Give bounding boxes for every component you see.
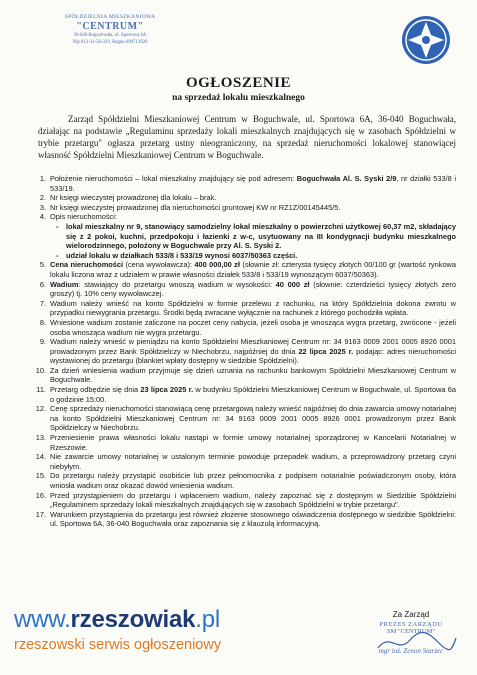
signature-stamp-org: SM "CENTRUM" (386, 628, 436, 635)
list-item: 17. Warunkiem przystąpienia do przetargu jest również złożenie stosownego oświadczenia dostępnego w siedzibie Spółdzielni: ul. Sportowa 6A, 36-040 Boguchwała oraz zapoznania się z klauzulą informacyjną. (35, 509, 456, 529)
list-item: 6. Wadium: stawiający do przetargu wnoszą wadium w wysokości: 40 000 zł (słownie: czterdzieści tysięcy złotych zero groszy) tj. 10% ceny wywoławczej. (39, 279, 456, 299)
list-item: 3. Nr księgi wieczystej prowadzonej dla nieruchomości gruntowej KW nr RZ1Z/00145445/5. (39, 202, 341, 212)
list-item: 10. Za dzień wniesienia wadium przyjmuje się dzień uznania na rachunku bankowym Spółdzielni Mieszkaniowej Centrum w Boguchwale. (35, 365, 456, 385)
stamp-line-2: "CENTRUM" (76, 21, 144, 32)
stamp-line-4: Nip 813-31-56-339, Regon 690713926 (72, 40, 148, 45)
signature-stamp-title: PREZES ZARZĄDU (379, 621, 443, 628)
list-item: 12. Cenę sprzedaży nieruchomości stanowiącą cenę przetargową należy wnieść najpóźniej do dnia zawarcia umowy notarialnej na konto Spółdzielni Mieszkaniowej Centrum nr: 34 9163 0009 2001 0005 8926 0001 prowadzonym przez Bank Spółdzielczy w Niechobrzu. (35, 404, 456, 433)
list-item: 4. Opis nieruchomości: (39, 212, 117, 222)
watermark-tagline: rzeszowski serwis ogłoszeniowy (14, 637, 222, 653)
document-title: OGŁOSZENIE (185, 75, 292, 91)
stamp-line-3: 36-040 Boguchwała, ul. Sportowa 6A (73, 33, 147, 38)
stamp-line-1: SPÓŁDZIELNIA MIESZKANIOWA (64, 14, 156, 20)
list-item: 16. Przed przystąpieniem do przetargu i wpłaceniem wadium, należy zapoznać się z dostępnym w Siedzibie Spółdzielni „Regulaminem sprzedaży lokali mieszkalnych znajdujących się w zasobach Spółdzielni w trybie przetargu". (35, 490, 456, 510)
property-description: - lokal mieszkalny nr 9, stanowiący samodzielny lokal mieszkalny o powierzchni użytkowej 60,37 m2, składający się z 2 pokoi, kuchni, przedpokoju i łazienki z w-c, usytuowany na III kondygnacji budynku mieszkalnego wielorodzinnego, położony w Boguchwale przy Al. S. Syski 2. (56, 221, 456, 251)
list-item: 7. Wadium należy wnieść na konto Spółdzielni w formie przelewu z rachunku, na który Spółdzielnia dokona zwrotu w przypadku niewygrania przetargu. Środki będą zwracane wyłącznie na rachunek z którego pochodziła wpłata. (39, 298, 456, 318)
signature-label: Za Zarząd (392, 610, 430, 619)
list-item: 1. Położenie nieruchomości – lokal mieszkalny znajdujący się pod adresem: Boguchwała Al. S. Syski 2/9, nr działki 533/8 i 533/19. (39, 174, 456, 193)
watermark-url: www.rzeszowiak.pl (14, 606, 221, 633)
list-item: 11. Przetarg odbędzie się dnia 23 lipca 2025 r. w budynku Spółdzielni Mieszkaniowej Centrum w Boguchwale, ul. Sportowa 6a o godzinie 15:00. (36, 385, 456, 404)
signature-name: mgr inż. Zenon Starzec (378, 647, 444, 655)
handwritten-signature-icon (370, 628, 460, 656)
list-item: 8. Wniesione wadium zostanie zaliczone na poczet ceny nabycia, jeżeli osoba je wnosząca wygra przetarg, zwrócone - jeżeli osoba wnosząca wadium nie wygra przetargu. (39, 317, 456, 337)
intro-paragraph: Zarząd Spółdzielni Mieszkaniowej Centrum w Boguchwale, ul. Sportowa 6A, 36-040 Boguchwała, działając na podstawie „Regulaminu sprzedaży lokali mieszkalnych znajdujących się w zasobach Spółdzielni w trybie przetargu" ogłasza przetarg ustny nieograniczony, na sprzedaż nieruchomości lokalowej stanowiącej własność Spółdzielni Mieszkaniowej Centrum w Boguchwale. (38, 114, 456, 160)
cooperative-logo-icon (400, 14, 452, 66)
cooperative-stamp-header (50, 14, 170, 46)
document-subtitle: na sprzedaż lokalu mieszkalnego (172, 93, 305, 103)
property-share: - udział lokalu w działkach 533/8 i 533/19 wynosi 6037/50363 części. (56, 250, 298, 260)
list-item: 15. Do przetargu należy przystąpić osobiście lub przez pełnomocnika z podpisem notarialnie poświadczonym osoby, która wniosła wadium oraz okazać dowód wniesienia wadium. (35, 471, 456, 490)
list-item: 9. Wadium należy wnieść w pieniądzu na konto Spółdzielni Mieszkaniowej Centrum nr: 34 9163 0009 2001 0005 8926 0001 prowadzonym przez Bank Spółdzielczy w Niechobrzu, najpóźniej do dnia 22 lipca 2025 r. podając: adres nieruchomości wystawionej do przetargu (blankiet wpłaty dostępny w siedzibie Spółdzielni). (39, 337, 457, 366)
list-item: 2. Nr księgi wieczystej prowadzonej dla lokalu – brak. (39, 193, 217, 203)
list-item: 5. Cena nieruchomości (cena wywoławcza): 400 000,00 zł (słownie zł: czterysta tysięcy złotych 00/100 gr (wartość rynkowa lokalu liczona wraz z udziałem w prawie własności działek 533/8 i 533/19 wynoszącym 6037/50363). (39, 260, 456, 279)
terms-list (30, 174, 456, 529)
list-item: 13. Przeniesienie prawa własności lokalu nastąpi w formie umowy notarialnej sporządzonej w Kancelarii Notarialnej w Rzeszowie. (35, 433, 456, 452)
terms-list-continued (30, 260, 456, 529)
list-item: 14. Nie zawarcie umowy notarialnej w ustalonym terminie powoduje przepadek wadium, a przeprowadzony przetarg czyni niebyłym. (35, 452, 456, 471)
